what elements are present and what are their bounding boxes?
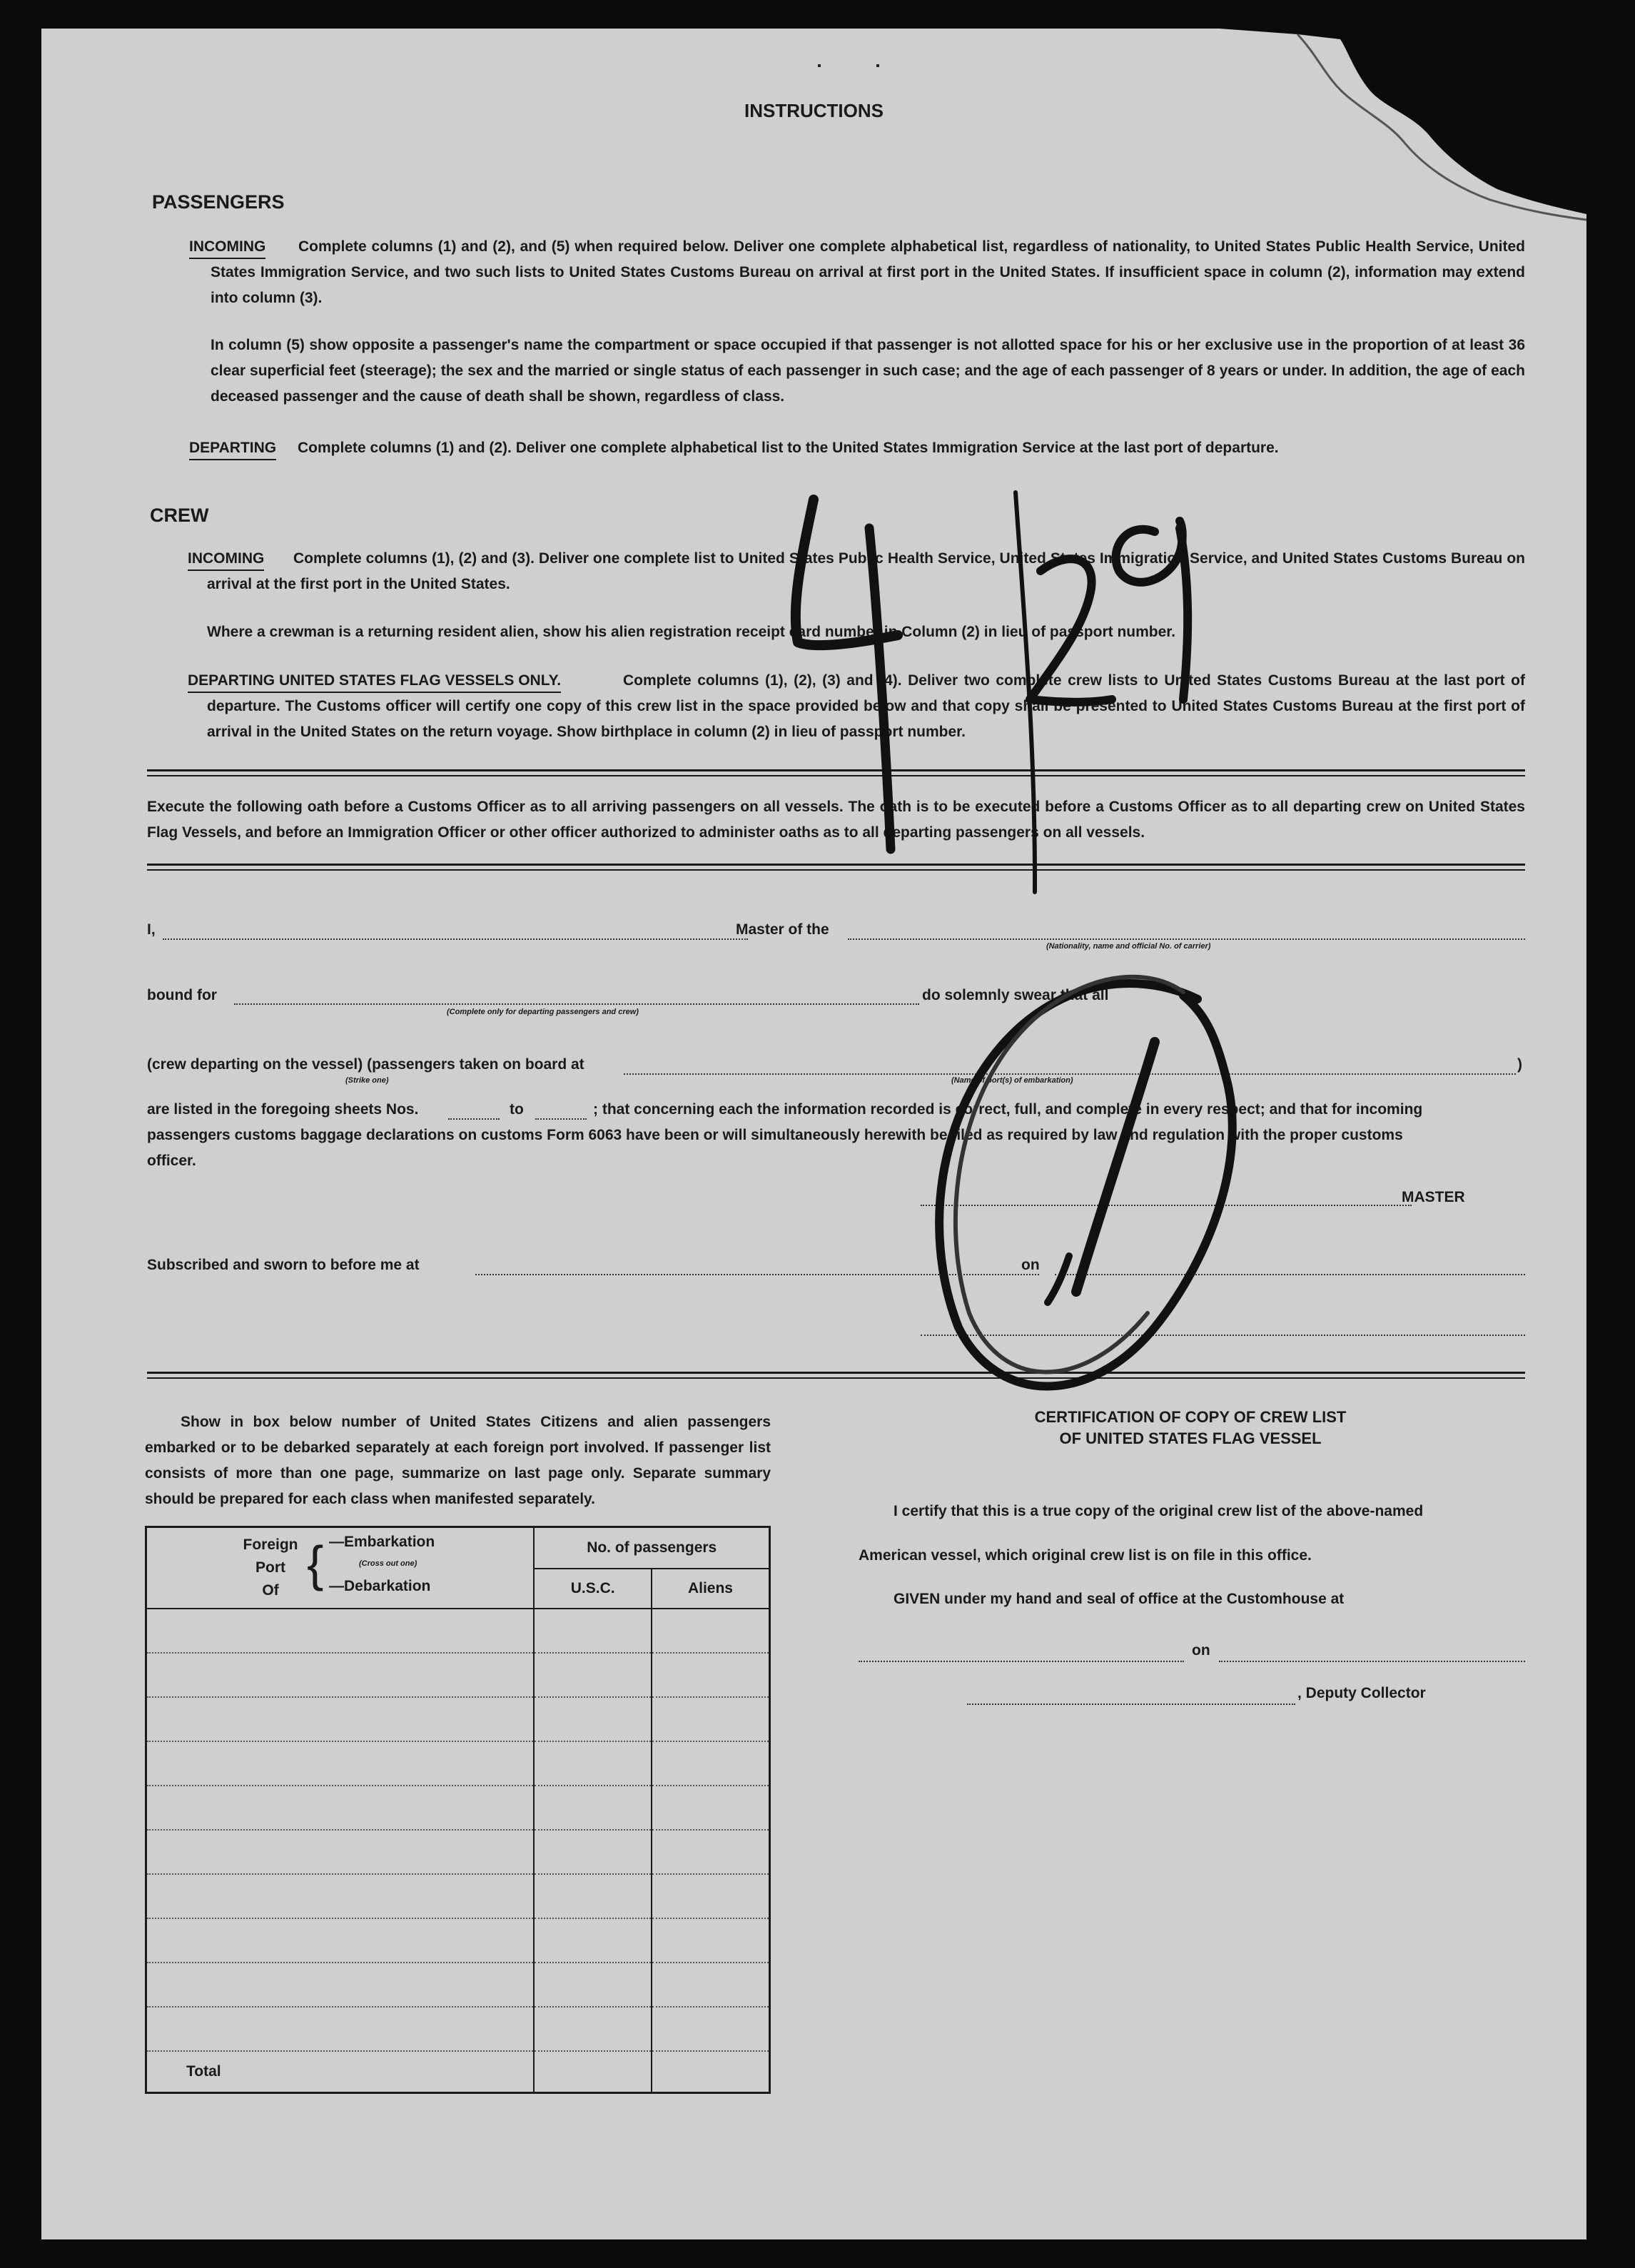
crew-incoming-text: Complete columns (1), (2) and (3). Deliver one complete list to United States Public Health Service, United States Immigration Service, and United States Customs Bureau on arrival at the first port in the United States. — [207, 550, 1525, 592]
total-label: Total — [146, 2051, 535, 2092]
passengers-heading: PASSENGERS — [152, 191, 285, 213]
crew-incoming-label: INCOMING — [188, 546, 264, 572]
oath-i-label: I, — [147, 921, 156, 938]
crew-heading: CREW — [150, 505, 209, 526]
nationality-note: (Nationality, name and official No. of carrier) — [1046, 942, 1211, 951]
listed-text-c: passengers customs baggage declarations on customs Form 6063 have been or will simultaneously herewith be filed as required by law and regulation with the proper customs — [147, 1127, 1403, 1143]
strike-one-note: (Strike one) — [345, 1076, 389, 1085]
page-title: INSTRUCTIONS — [744, 100, 884, 121]
circled-1-handwriting — [939, 977, 1232, 1387]
certification-line-1: I certify that this is a true copy of the original crew list of the above-named — [894, 1503, 1424, 1519]
crew-departing-label: DEPARTING UNITED STATES FLAG VESSELS ONLY. — [188, 668, 561, 694]
oath-instruction: Execute the following oath before a Customs Officer as to all arriving passengers on all vessels. The oath is to be executed before a Customs Officer as to all departing crew on United States Flag Vessels, and before an Immigration Officer or other officer authorized to administer oaths as to all departing passengers on all vessels. — [147, 799, 1525, 841]
document-sheet — [41, 29, 1586, 2239]
passengers-departing-label: DEPARTING — [189, 435, 276, 461]
aliens-header: Aliens — [652, 1569, 770, 1609]
handwriting-overlay — [41, 29, 1586, 2239]
certification-line-3: GIVEN under my hand and seal of office at the Customhouse at — [894, 1591, 1345, 1607]
certification-on-label: on — [1192, 1642, 1210, 1659]
crew-passengers-text: (crew departing on the vessel) (passengers taken on board at — [147, 1056, 584, 1073]
passengers-column5-text: In column (5) show opposite a passenger's name the compartment or space occupied if that passenger is not allotted space for his or her exclusive use in the proportion of at least 36 clear superficial feet (steerage); the sex and the married or single status of each passenger in such case; and the age of each passenger of 8 years or under. In addition, the age of each deceased passenger and the cause of death shall be shown, regardless of class. — [211, 337, 1525, 405]
listed-text-b: ; that concerning each the information recorded is correct, full, and complete in every respect; and that for incoming — [593, 1101, 1423, 1118]
swear-text: do solemnly swear that all — [922, 987, 1109, 1003]
embarkation-option[interactable]: —Embarkation — [329, 1534, 435, 1550]
close-paren: ) — [1517, 1056, 1522, 1073]
bound-for-label: bound for — [147, 987, 217, 1003]
passengers-incoming-label: INCOMING — [189, 234, 265, 260]
crew-departing-text: Complete columns (1), (2), (3) and (4). Deliver two complete crew lists to United States Customs Bureau at the last port of departure. The Customs officer will certify one copy of this crew list in the space provided below and that copy shall be presented to United States Customs Bureau at the first port of arrival in the United States on the return voyage. Show birthplace in column (2) in lieu of passport number. — [207, 672, 1525, 740]
certification-heading-1: CERTIFICATION OF COPY OF CREW LIST — [1034, 1408, 1347, 1426]
port-note: (Name of port(s) of embarkation) — [951, 1076, 1073, 1085]
complete-only-note: (Complete only for departing passengers and crew) — [447, 1008, 639, 1016]
subscribed-text: Subscribed and sworn to before me at — [147, 1257, 420, 1273]
summary-instruction: Show in box below number of United States Citizens and alien passengers embarked or to be debarked separately at each foreign port involved. If passenger list consists of more than one page, summarize on last page only. Separate summary should be prepared for each class when manifested separately. — [145, 1414, 771, 1507]
of-label: Of — [262, 1582, 279, 1599]
brace-icon: { — [307, 1536, 324, 1591]
crew-resident-text: Where a crewman is a returning resident alien, show his alien registration receipt card number in Column (2) in lieu of passport number. — [207, 624, 1176, 640]
certification-heading-2: OF UNITED STATES FLAG VESSEL — [1059, 1429, 1322, 1447]
master-label: MASTER — [1402, 1189, 1465, 1205]
port-label: Port — [255, 1559, 285, 1576]
foreign-label: Foreign — [243, 1537, 298, 1553]
date-4-29-handwriting — [796, 492, 1188, 892]
master-of-label: Master of the — [736, 921, 829, 938]
passengers-departing-text: Complete columns (1) and (2). Deliver one complete alphabetical list to the United States Immigration Service at the last port of departure. — [298, 440, 1279, 456]
deputy-collector-label: , Deputy Collector — [1297, 1685, 1426, 1701]
no-of-passengers-header: No. of passengers — [534, 1527, 769, 1569]
certification-line-2: American vessel, which original crew list is on file in this office. — [859, 1547, 1312, 1564]
listed-text-to: to — [510, 1101, 524, 1118]
debarkation-option[interactable]: —Debarkation — [329, 1578, 431, 1594]
passengers-incoming-text: Complete columns (1) and (2), and (5) when required below. Deliver one complete alphabetical list, regardless of nationality, to United States Public Health Service, United States Immigration Service, and two such lists to United States Customs Bureau on arrival at first port in the United States. If insufficient space in column (2), information may extend into column (3). — [211, 238, 1525, 306]
torn-corner — [1219, 29, 1586, 214]
sworn-on-label: on — [1021, 1257, 1040, 1273]
listed-text-a: are listed in the foregoing sheets Nos. — [147, 1101, 419, 1118]
usc-header: U.S.C. — [534, 1569, 652, 1609]
cross-out-note: (Cross out one) — [359, 1559, 417, 1568]
listed-text-d: officer. — [147, 1153, 196, 1169]
